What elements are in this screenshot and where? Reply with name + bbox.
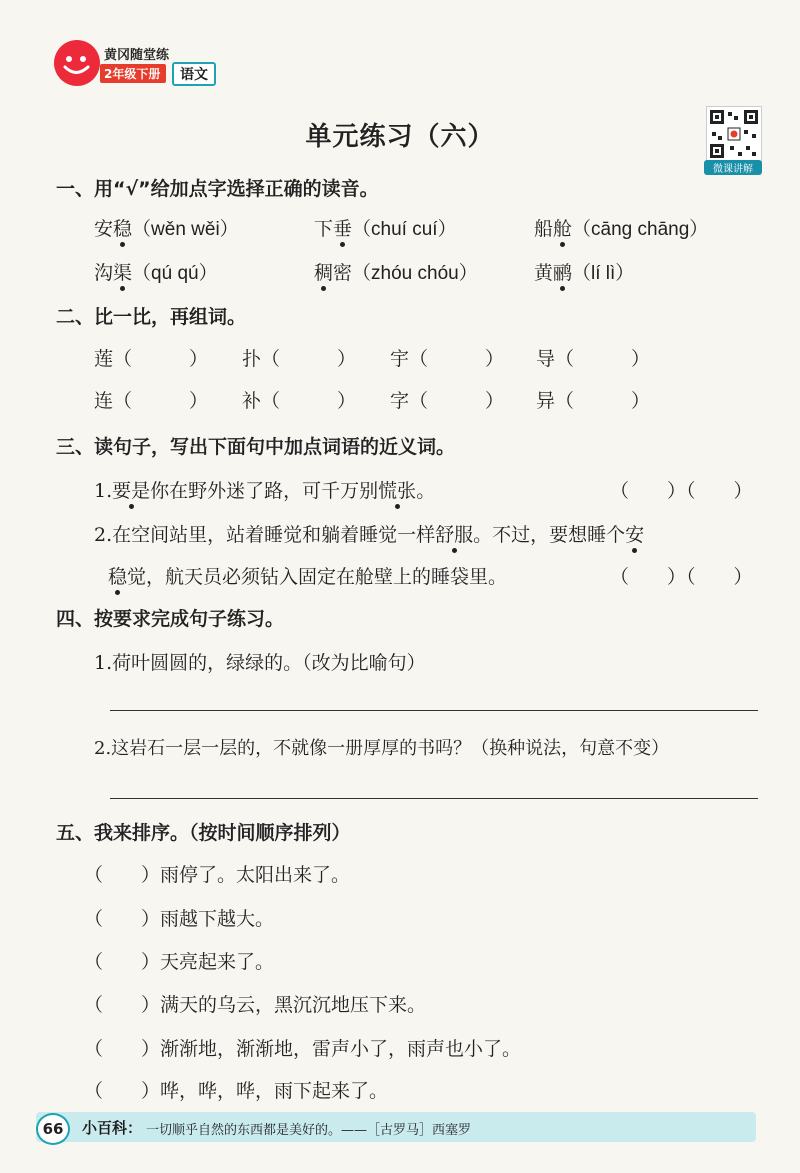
exercise-1: 1.荷叶圆圆的，绿绿的。（改为比喻句） [94, 652, 426, 674]
word-blank[interactable]: 导（ ） [536, 348, 651, 370]
subject-badge: 语文 [172, 62, 216, 86]
logo-smiley-icon [54, 40, 100, 86]
exercise-2: 2.这岩石一层一层的，不就像一册厚厚的书吗？（换种说法，句意不变） [94, 738, 670, 759]
pinyin-item: 稠密（zhóu chóu） [314, 262, 478, 284]
footer-label: 小百科： [82, 1119, 143, 1137]
order-item[interactable]: （ ）满天的乌云，黑沉沉地压下来。 [84, 994, 427, 1016]
word-blank[interactable]: 补（ ） [242, 390, 357, 412]
sentence-2: 2.在空间站里，站着睡觉和躺着睡觉一样舒服。不过，要想睡个安 [94, 524, 645, 546]
order-item[interactable]: （ ）雨停了。太阳出来了。 [84, 864, 351, 886]
qr-label: 微课讲解 [704, 160, 762, 175]
section3-heading: 三、读句子，写出下面句中加点词语的近义词。 [56, 436, 456, 458]
order-item[interactable]: （ ）天亮起来了。 [84, 951, 275, 973]
word-blank[interactable]: 扑（ ） [242, 348, 357, 370]
answer-line[interactable] [110, 798, 758, 799]
word-blank[interactable]: 宇（ ） [390, 348, 505, 370]
word-blank[interactable]: 连（ ） [94, 390, 209, 412]
answer-line[interactable] [110, 710, 758, 711]
section2-heading: 二、比一比，再组词。 [56, 306, 247, 328]
word-blank[interactable]: 莲（ ） [94, 348, 209, 370]
section4-heading: 四、按要求完成句子练习。 [56, 608, 285, 630]
grade-badge: 2年级下册 [100, 64, 166, 83]
pinyin-item: 船舱（cāng chāng） [534, 218, 709, 240]
pinyin-item: 下垂（chuí cuí） [314, 218, 457, 240]
sentence-2-cont: 稳觉，航天员必须钻入固定在舱壁上的睡袋里。 [108, 566, 508, 588]
order-item[interactable]: （ ）哗，哗，哗，雨下起来了。 [84, 1080, 389, 1102]
section5-heading: 五、我来排序。（按时间顺序排列） [56, 822, 351, 844]
pinyin-item: 沟渠（qú qú） [94, 262, 218, 284]
word-blank[interactable]: 字（ ） [390, 390, 505, 412]
page-number: 66 [36, 1113, 70, 1145]
brand-name: 黄冈随堂练 [104, 48, 170, 63]
section1-heading: 一、用“√”给加点字选择正确的读音。 [56, 178, 379, 200]
pinyin-item: 安稳（wěn wěi） [94, 218, 239, 240]
pinyin-item: 黄鹂（lí lì） [534, 262, 635, 284]
page-title: 单元练习（六） [305, 122, 495, 152]
order-item[interactable]: （ ）渐渐地，渐渐地，雷声小了，雨声也小了。 [84, 1038, 522, 1060]
sentence-1: 1.要是你在野外迷了路，可千万别慌张。 [94, 480, 436, 502]
word-blank[interactable]: 异（ ） [536, 390, 651, 412]
order-item[interactable]: （ ）雨越下越大。 [84, 908, 275, 930]
qr-code-icon[interactable] [706, 106, 762, 162]
answer-blanks[interactable]: （ ）（ ） [610, 480, 753, 502]
answer-blanks[interactable]: （ ）（ ） [610, 566, 753, 588]
footer-quote: 一切顺乎自然的东西都是美好的。——［古罗马］西塞罗 [146, 1123, 472, 1138]
